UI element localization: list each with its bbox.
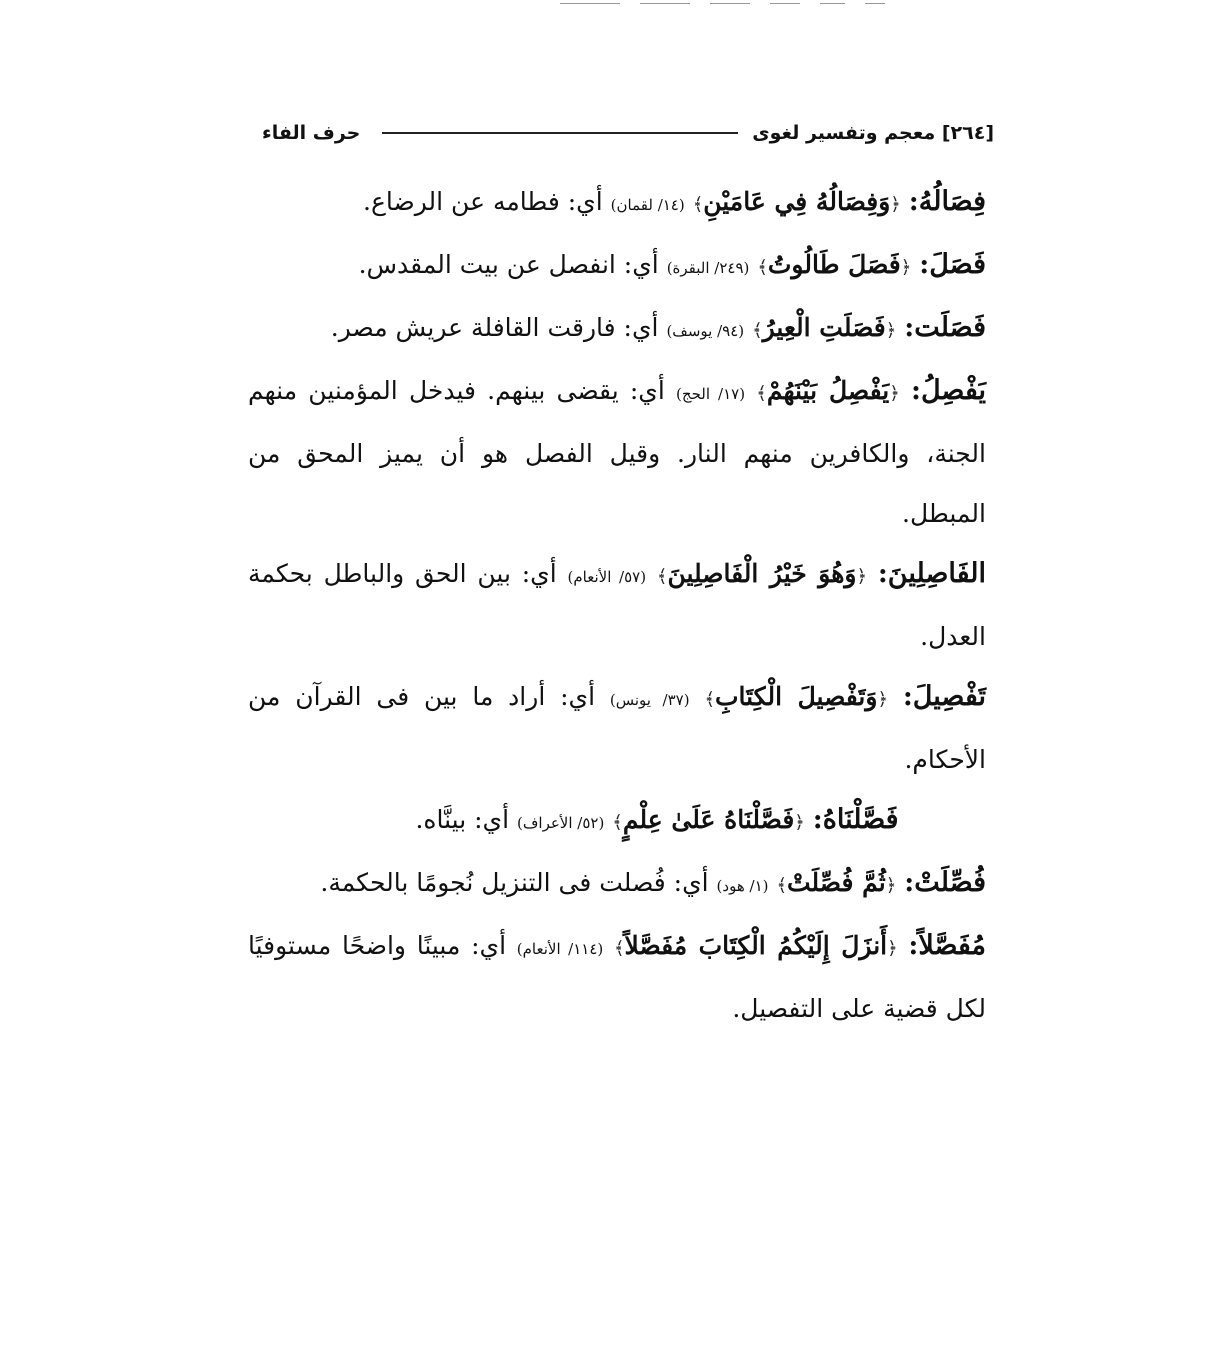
quran-verse: فَصَّلْنَاهُ عَلَىٰ عِلْمٍ xyxy=(622,805,795,834)
entry-term: مُفَصَّلاً: xyxy=(908,930,987,961)
verse-reference: (٥٢/ الأعراف) xyxy=(517,814,605,832)
ornate-bracket-open: ﴿ xyxy=(856,566,868,587)
ornate-bracket-open: ﴿ xyxy=(885,875,897,896)
entry-term: يَفْصِلُ: xyxy=(911,375,987,406)
verse-reference: (٥٧/ الأنعام) xyxy=(567,568,647,586)
entry-term: فِصَالُهُ: xyxy=(908,186,986,217)
verse-reference: (١٤/ لقمان) xyxy=(610,196,685,214)
quran-verse: فَصَلَ طَالُوتُ xyxy=(767,250,901,279)
ornate-bracket-open: ﴿ xyxy=(887,938,898,959)
ornate-bracket-close: ﴾ xyxy=(756,383,767,404)
ornate-bracket-open: ﴿ xyxy=(794,812,805,833)
entry-meaning: أي: انفصل عن بيت المقدس. xyxy=(358,250,659,279)
section-title: حرف الفاء xyxy=(262,122,361,144)
entry xyxy=(248,790,986,853)
entry-term: فَصَلَت: xyxy=(904,312,986,343)
quran-verse: وَهُوَ خَيْرُ الْفَاصِلِينَ xyxy=(667,559,857,588)
entry-meaning: أي: مبينًا واضحًا مستوفيًا لكل قضية على التفصيل. xyxy=(248,931,986,1023)
ornate-bracket-close: ﴾ xyxy=(704,689,715,710)
quran-verse: ثُمَّ فُصِّلَتْ xyxy=(786,868,886,897)
entry-meaning: أي: يقضى بينهم. فيدخل المؤمنين منهم الجنة، والكافرين منهم النار. وقيل الفصل هو أن يميز المحق من المبطل. xyxy=(248,376,986,528)
ornate-bracket-open: ﴿ xyxy=(890,194,901,215)
verse-reference: (١/ هود) xyxy=(716,877,769,895)
entry-term: فَصَلَ: xyxy=(919,249,986,280)
quran-verse: وَفِصَالُهُ فِي عَامَيْنِ xyxy=(703,187,891,216)
scan-artifact xyxy=(560,0,900,10)
entry xyxy=(248,853,986,916)
ornate-bracket-close: ﴾ xyxy=(656,566,668,587)
entry-meaning: أي: بين الحق والباطل بحكمة العدل. xyxy=(248,559,986,651)
entry-meaning: أي: أراد ما بين فى القرآن من الأحكام. xyxy=(248,682,986,774)
entry-term: تَفْصِيلَ: xyxy=(902,681,986,712)
page-header xyxy=(262,118,994,148)
entry xyxy=(248,544,986,667)
entry xyxy=(248,235,986,298)
entry-meaning: أي: فطامه عن الرضاع. xyxy=(363,187,603,216)
verse-reference: (٢٤٩/ البقرة) xyxy=(666,259,750,277)
verse-reference: (١١٤/ الأنعام) xyxy=(516,940,604,958)
entry xyxy=(248,667,986,790)
verse-reference: (٣٧/ يونس) xyxy=(609,691,690,709)
ornate-bracket-close: ﴾ xyxy=(752,320,763,341)
entry xyxy=(248,361,986,544)
dictionary-entries xyxy=(248,172,986,1039)
entry xyxy=(248,172,986,235)
entry-meaning: أي: بينَّاه. xyxy=(415,805,510,834)
page-title: [٢٦٤] معجم وتفسير لغوى xyxy=(752,122,994,144)
quran-verse: فَصَلَتِ الْعِيرُ xyxy=(762,313,886,342)
ornate-bracket-close: ﴾ xyxy=(613,938,625,959)
entry-term: الفَاصِلِينَ: xyxy=(877,558,986,589)
ornate-bracket-close: ﴾ xyxy=(757,257,768,278)
ornate-bracket-open: ﴿ xyxy=(900,257,912,278)
ornate-bracket-close: ﴾ xyxy=(612,812,623,833)
ornate-bracket-open: ﴿ xyxy=(889,383,900,404)
ornate-bracket-open: ﴿ xyxy=(877,689,889,710)
entry xyxy=(248,298,986,361)
entry-term: فُصِّلَتْ: xyxy=(904,867,986,898)
ornate-bracket-close: ﴾ xyxy=(776,875,787,896)
entry-meaning: أي: فُصلت فى التنزيل نُجومًا بالحكمة. xyxy=(320,868,709,897)
entry-meaning: أي: فارقت القافلة عريش مصر. xyxy=(330,313,659,342)
verse-reference: (٩٤/ يوسف) xyxy=(666,322,745,340)
verse-reference: (١٧/ الحج) xyxy=(676,385,746,403)
entry xyxy=(248,916,986,1039)
quran-verse: أَنزَلَ إِلَيْكُمُ الْكِتَابَ مُفَصَّلاً xyxy=(624,931,888,960)
entry-term: فَصَّلْنَاهُ: xyxy=(812,804,899,835)
ornate-bracket-open: ﴿ xyxy=(885,320,897,341)
quran-verse: يَفْصِلُ بَيْنَهُمْ xyxy=(766,376,890,405)
quran-verse: وَتَفْصِيلَ الْكِتَابِ xyxy=(714,682,878,711)
header-rule xyxy=(382,132,738,134)
ornate-bracket-close: ﴾ xyxy=(692,194,704,215)
